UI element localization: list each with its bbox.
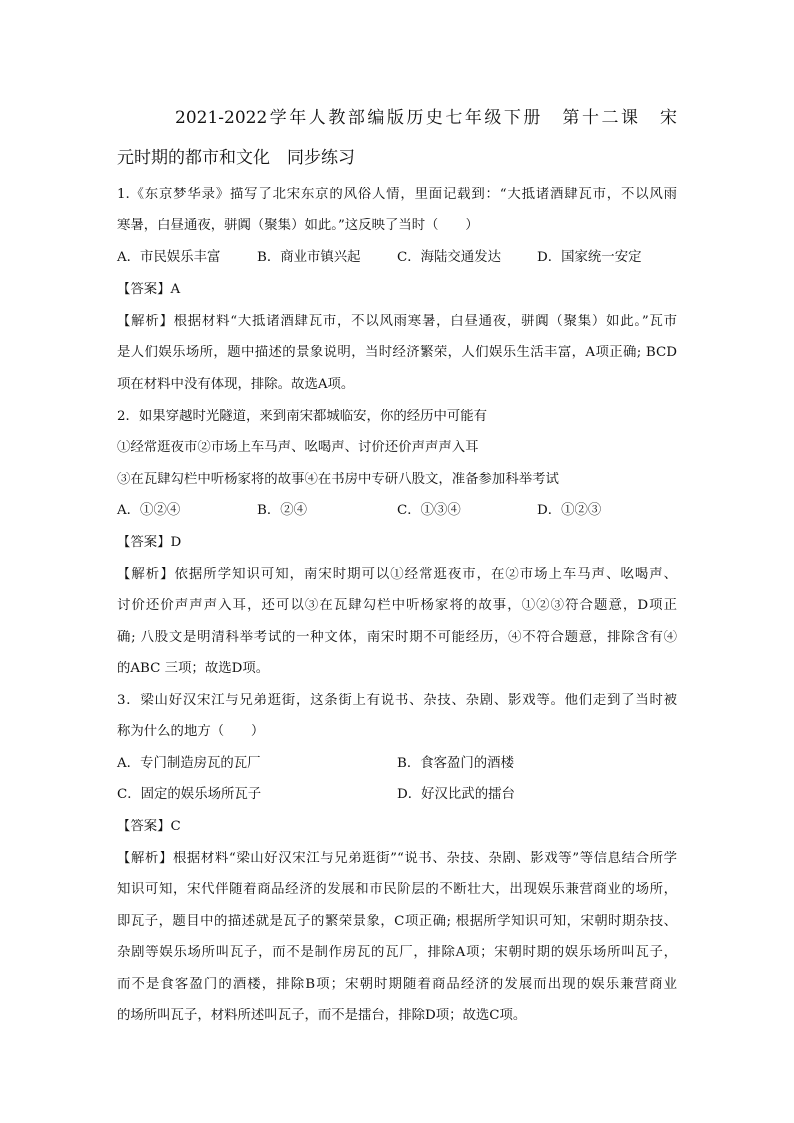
q3-option-c: C．固定的娱乐场所瓦子: [117, 787, 262, 802]
q1-analysis-line3: 项在材料中没有体现，排除。故选A项。: [117, 377, 355, 392]
q3-option-d: D．好汉比武的擂台: [397, 787, 515, 802]
q2-analysis-line4: 的ABC 三项；故选D项。: [117, 661, 270, 676]
q3-stem-line1: 3．梁山好汉宋江与兄弟逛街，这条街上有说书、杂技、杂剧、影戏等。他们走到了当时被: [117, 693, 677, 708]
q3-answer: 【答案】C: [117, 819, 181, 834]
q1-stem-line1: 1.《东京梦华录》描写了北宋东京的风俗人情，里面记载到：“大抵诸酒肆瓦市，不以风雨: [117, 187, 677, 202]
q3-stem-line2: 称为什么的地方（ ）: [117, 724, 265, 739]
q3-option-a: A．专门制造房瓦的瓦厂: [117, 756, 261, 771]
document-title-line1: 2021-2022学年人教部编版历史七年级下册 第十二课 宋: [175, 108, 677, 128]
q1-analysis-line2: 是人们娱乐场所，题中描述的景象说明，当时经济繁荣，人们娱乐生活丰富，A项正确; BCD: [117, 345, 677, 360]
q3-analysis-line6: 的场所叫瓦子，材料所述叫瓦子，而不是擂台，排除D项；故选C项。: [117, 1008, 527, 1023]
q1-option-c: C．海陆交通发达: [397, 250, 501, 265]
q2-option-b: B．②④: [257, 503, 308, 518]
q3-option-b: B．食客盈门的酒楼: [397, 756, 514, 771]
q3-analysis-line1: 【解析】根据材料“梁山好汉宋江与兄弟逛街”“说书、杂技、杂剧、影戏等”等信息结合所学: [117, 851, 677, 866]
q1-analysis-line1: 【解析】根据材料“大抵诸酒肆瓦市，不以风雨寒暑，白昼通夜，骈阗（聚集）如此。”瓦市: [117, 314, 677, 329]
q1-option-d: D．国家统一安定: [537, 250, 642, 265]
q2-option-c: C．①③④: [397, 503, 461, 518]
document-title-line2: 元时期的都市和文化 同步练习: [117, 148, 355, 168]
q2-items-line2: ③在瓦肆勾栏中听杨家将的故事④在书房中专研八股文，准备参加科举考试: [117, 472, 559, 487]
q1-option-a: A．市民娱乐丰富: [117, 250, 221, 265]
q3-analysis-line4: 杂剧等娱乐场所叫瓦子，而不是制作房瓦的瓦厂，排除A项；宋朝时期的娱乐场所叫瓦子，: [117, 945, 677, 960]
q1-answer: 【答案】A: [117, 282, 181, 297]
q2-analysis-line3: 确; 八股文是明清科举考试的一种文体，南宋时期不可能经历，④不符合题意，排除含有④: [117, 630, 677, 645]
q2-items-line1: ①经常逛夜市②市场上车马声、吆喝声、讨价还价声声声入耳: [117, 440, 479, 455]
q2-stem: 2．如果穿越时光隧道，来到南宋都城临安，你的经历中可能有: [117, 409, 488, 424]
q3-analysis-line2: 知识可知，宋代伴随着商品经济的发展和市民阶层的不断壮大，出现娱乐兼营商业的场所，: [117, 882, 677, 897]
q1-option-b: B．商业市镇兴起: [257, 250, 361, 265]
q3-analysis-line3: 即瓦子，题目中的描述就是瓦子的繁荣景象，C项正确; 根据所学知识可知，宋朝时期杂技、: [117, 914, 677, 929]
q3-analysis-line5: 而不是食客盈门的酒楼，排除B项；宋朝时期随着商品经济的发展而出现的娱乐兼营商业: [117, 977, 677, 992]
q2-answer: 【答案】D: [117, 535, 182, 550]
q2-analysis-line1: 【解析】依据所学知识可知，南宋时期可以①经常逛夜市，在②市场上车马声、吆喝声、: [117, 567, 677, 582]
q2-option-a: A．①②④: [117, 503, 181, 518]
q2-option-d: D．①②③: [537, 503, 602, 518]
q2-analysis-line2: 讨价还价声声声入耳，还可以③在瓦肆勾栏中听杨家将的故事，①②③符合题意，D项正: [117, 598, 677, 613]
q1-stem-line2: 寒暑，白昼通夜，骈阗（聚集）如此。”这反映了当时（ ）: [117, 218, 479, 233]
